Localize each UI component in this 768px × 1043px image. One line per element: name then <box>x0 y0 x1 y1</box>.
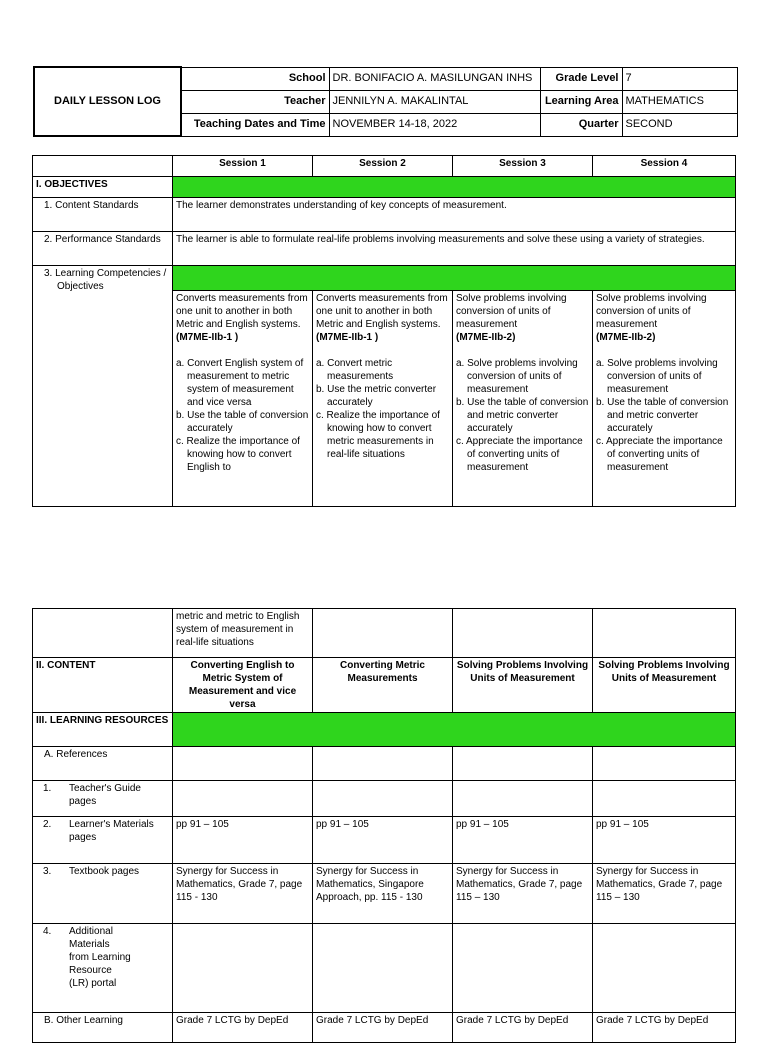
objective-item: a. Solve problems involving conversion of units of measurement <box>596 358 718 395</box>
blank-cell <box>453 924 593 1013</box>
learning-competencies-label: 3. Learning Competencies / Objectives <box>33 266 173 507</box>
session-1-header: Session 1 <box>173 156 313 177</box>
session-3-content: Solving Problems Involving Units of Measurement <box>453 658 593 713</box>
objectives-highlight-bar <box>173 177 736 198</box>
textbook-session-3: Synergy for Success in Mathematics, Grade 7, page 115 – 130 <box>453 864 593 924</box>
objectives-heading: I. OBJECTIVES <box>33 177 173 198</box>
content-standards-text: The learner demonstrates understanding of key concepts of measurement. <box>173 198 736 232</box>
blank-cell <box>313 924 453 1013</box>
competency-code: (M7ME-IIb-2) <box>596 332 656 343</box>
header-table <box>33 66 738 137</box>
competency-code: (M7ME-IIb-1 ) <box>316 332 379 343</box>
item-number: 2. <box>43 819 52 830</box>
blank-cell <box>173 781 313 817</box>
blank-cell <box>173 924 313 1013</box>
objective-intro: Solve problems involving conversion of units of measurement <box>456 293 567 330</box>
objective-item: a. Convert metric measurements <box>316 358 394 382</box>
textbook-session-4: Synergy for Success in Mathematics, Grade 7, page 115 – 130 <box>593 864 736 924</box>
blank-cell <box>313 781 453 817</box>
blank-cell <box>453 781 593 817</box>
objective-item: b. Use the table of conversion and metric converter accurately <box>456 397 589 434</box>
competency-code: (M7ME-IIb-1 ) <box>176 332 239 343</box>
learners-materials-text: Learner's Materials pages <box>69 819 154 843</box>
blank-cell <box>453 609 593 658</box>
textbook-label <box>33 864 173 924</box>
objective-item: c. Appreciate the importance of converting units of measurement <box>456 436 583 473</box>
session-3-objectives <box>453 291 593 507</box>
references-label: A. References <box>33 747 173 781</box>
session-2-content: Converting Metric Measurements <box>313 658 453 713</box>
teachers-guide-label <box>33 781 173 817</box>
additional-materials-text: Additional Materials from Learning Resource (LR) portal <box>69 926 131 989</box>
objective-item: b. Use the table of conversion accurately <box>176 410 309 434</box>
textbook-session-1: Synergy for Success in Mathematics, Grade 7, page 115 - 130 <box>173 864 313 924</box>
school-label: School <box>181 67 329 90</box>
objective-item: a. Solve problems involving conversion of units of measurement <box>456 358 578 395</box>
item-number: 1. <box>43 783 52 794</box>
teaching-dates-value: NOVEMBER 14-18, 2022 <box>329 113 540 136</box>
grade-level-label: Grade Level <box>540 67 622 90</box>
objective-intro: Converts measurements from one unit to another in both Metric and English systems. <box>316 293 448 330</box>
lm-pages-session-1: pp 91 – 105 <box>173 817 313 864</box>
blank-cell <box>313 747 453 781</box>
other-learning-session-4: Grade 7 LCTG by DepEd <box>593 1013 736 1043</box>
teacher-value: JENNILYN A. MAKALINTAL <box>329 90 540 113</box>
blank-cell <box>593 924 736 1013</box>
objective-item: b. Use the table of conversion and metric converter accurately <box>596 397 729 434</box>
quarter-value: SECOND <box>622 113 737 136</box>
blank-cell <box>593 609 736 658</box>
objective-item: b. Use the metric converter accurately <box>316 384 437 408</box>
lm-pages-session-4: pp 91 – 105 <box>593 817 736 864</box>
other-learning-session-3: Grade 7 LCTG by DepEd <box>453 1013 593 1043</box>
learners-materials-label <box>33 817 173 864</box>
blank-cell <box>593 781 736 817</box>
objective-intro: Converts measurements from one unit to another in both Metric and English systems. <box>176 293 308 330</box>
competencies-highlight-bar <box>173 266 736 291</box>
session-2-header: Session 2 <box>313 156 453 177</box>
session-3-header: Session 3 <box>453 156 593 177</box>
competency-code: (M7ME-IIb-2) <box>456 332 516 343</box>
continuation-text: metric and metric to English system of measurement in real-life situations <box>173 609 313 658</box>
lm-pages-session-3: pp 91 – 105 <box>453 817 593 864</box>
blank-cell <box>33 609 173 658</box>
blank-cell <box>593 747 736 781</box>
objective-item: c. Realize the importance of knowing how to convert English to <box>176 436 300 473</box>
blank-cell <box>313 609 453 658</box>
content-standards-label: 1. Content Standards <box>33 198 173 232</box>
quarter-label: Quarter <box>540 113 622 136</box>
additional-materials-label <box>33 924 173 1013</box>
session-4-objectives <box>593 291 736 507</box>
session-1-content: Converting English to Metric System of Measurement and vice versa <box>173 658 313 713</box>
learning-area-value: MATHEMATICS <box>622 90 737 113</box>
objective-item: c. Realize the importance of knowing how to convert metric measurements in real-life situations <box>316 410 440 460</box>
textbook-session-2: Synergy for Success in Mathematics, Singapore Approach, pp. 115 - 130 <box>313 864 453 924</box>
learning-area-label: Learning Area <box>540 90 622 113</box>
objective-intro: Solve problems involving conversion of units of measurement <box>596 293 707 330</box>
item-number: 4. <box>43 926 52 937</box>
blank-cell <box>173 747 313 781</box>
textbook-text: Textbook pages <box>69 866 140 877</box>
performance-standards-text: The learner is able to formulate real-life problems involving measurements and solve these using a variety of strategies. <box>173 232 736 266</box>
other-learning-label: B. Other Learning <box>33 1013 173 1043</box>
blank-corner <box>33 156 173 177</box>
blank-cell <box>453 747 593 781</box>
teaching-dates-label: Teaching Dates and Time <box>181 113 329 136</box>
session-4-content: Solving Problems Involving Units of Measurement <box>593 658 736 713</box>
session-1-objectives <box>173 291 313 507</box>
teacher-label: Teacher <box>181 90 329 113</box>
other-learning-session-2: Grade 7 LCTG by DepEd <box>313 1013 453 1043</box>
item-number: 3. <box>43 866 52 877</box>
grade-level-value: 7 <box>622 67 737 90</box>
other-learning-session-1: Grade 7 LCTG by DepEd <box>173 1013 313 1043</box>
content-resources-table <box>32 608 736 1043</box>
resources-highlight-bar <box>173 713 736 747</box>
objective-item: c. Appreciate the importance of converting units of measurement <box>596 436 723 473</box>
content-heading: II. CONTENT <box>33 658 173 713</box>
daily-lesson-log-title: DAILY LESSON LOG <box>34 67 181 136</box>
performance-standards-label: 2. Performance Standards <box>33 232 173 266</box>
session-2-objectives <box>313 291 453 507</box>
school-value: DR. BONIFACIO A. MASILUNGAN INHS <box>329 67 540 90</box>
objectives-table <box>32 155 736 507</box>
session-4-header: Session 4 <box>593 156 736 177</box>
lm-pages-session-2: pp 91 – 105 <box>313 817 453 864</box>
learning-resources-heading: III. LEARNING RESOURCES <box>33 713 173 747</box>
objective-item: a. Convert English system of measurement to metric system of measurement and vice versa <box>176 358 304 408</box>
teachers-guide-text: Teacher's Guide pages <box>69 783 141 807</box>
